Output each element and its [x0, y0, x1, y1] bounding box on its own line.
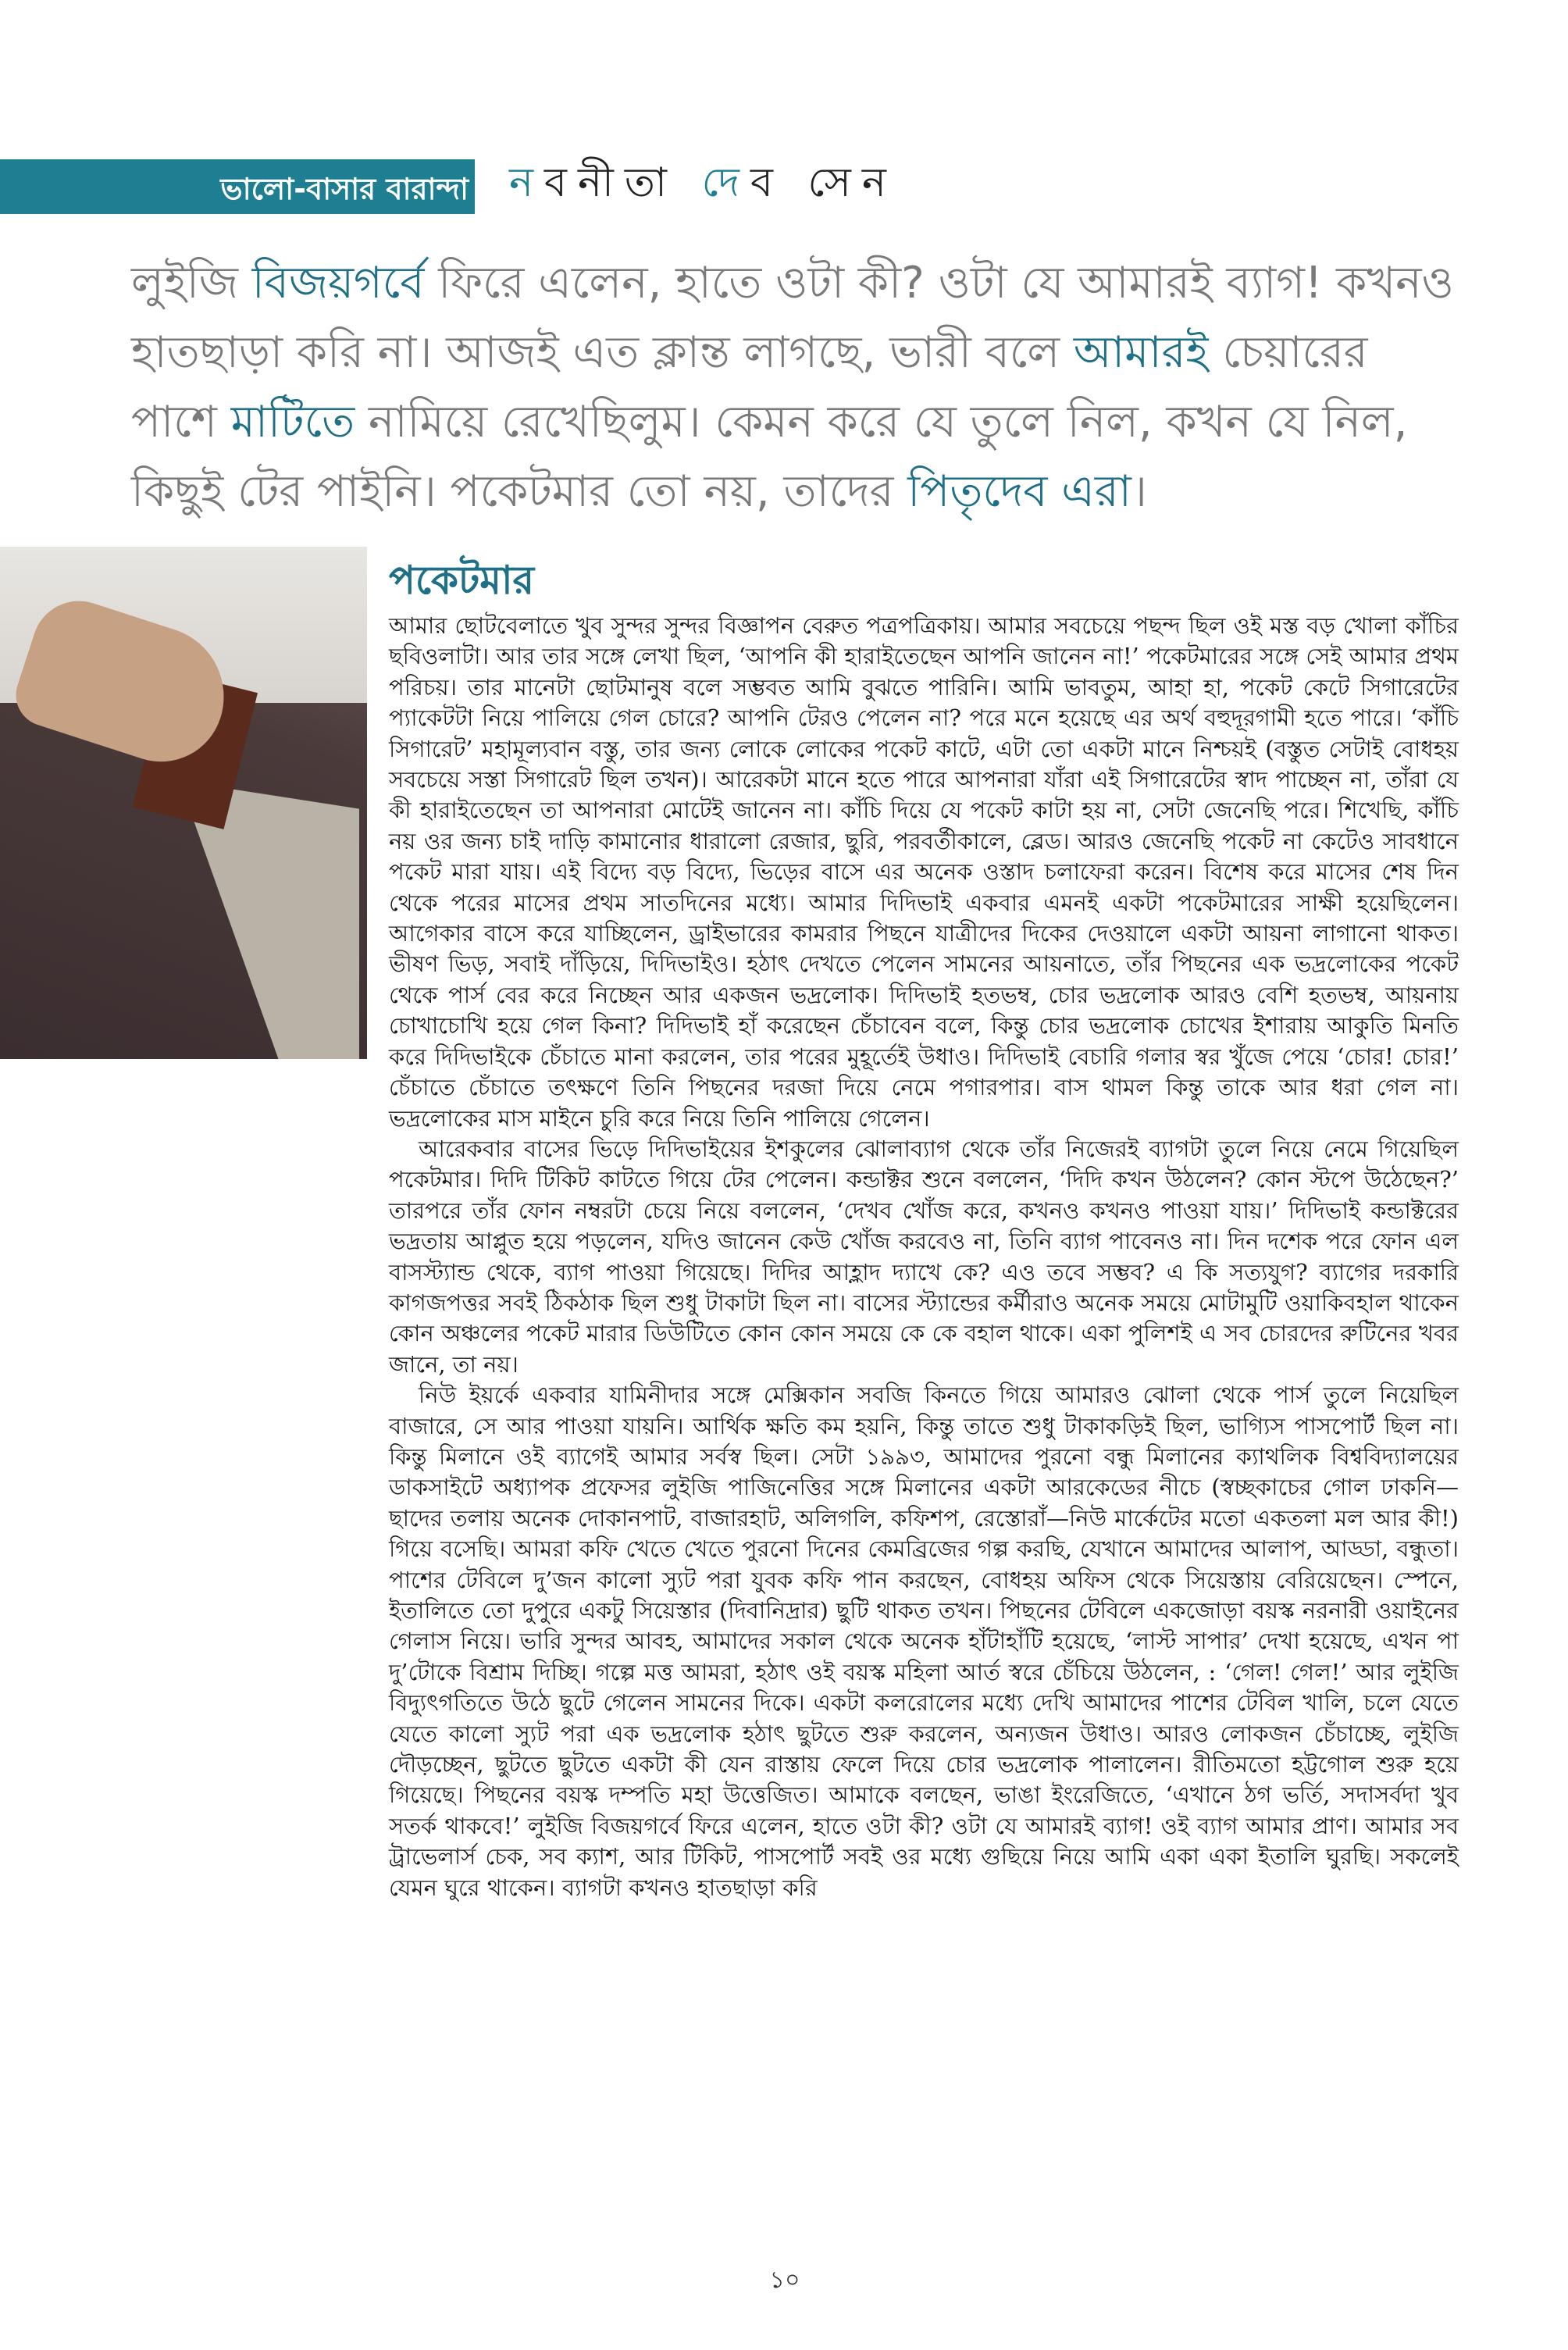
- article-title: পকেটমার: [389, 558, 535, 603]
- quote-text: ফিরে এলেন, হাতে ওটা কী? ওটা যে আমারই ব্যাগ! কখনও হাতছাড়া করি না। আজই এত ক্লান্ত লাগছে, ভারী বলে: [131, 258, 1454, 378]
- quote-highlight: পিতৃদেব এরা: [907, 466, 1131, 517]
- quote-highlight: বিজয়গর্বে: [251, 258, 425, 308]
- author-name: [509, 153, 897, 212]
- article-paragraph: আরেকবার বাসের ভিড়ে দিদিভাইয়ের ইশকুলের ঝোলাব্যাগ থেকে তাঁর নিজেরই ব্যাগটা তুলে নিয়ে নেমে গিয়েছিল পকেটমার। দিদি টিকিট কাটতে গিয়ে টের পেলেন। কন্ডাক্টর শুনে বললেন, ‘দিদি কখন উঠলেন? কোন স্টপে উঠেছেন?’ তারপরে তাঁর ফোন নম্বরটা চেয়ে নিয়ে বললেন, ‘দেখব খোঁজ করে, কখনও কখনও পাওয়া যায়।’ দিদিভাই কন্ডাক্টরের ভদ্রতায় আপ্লুত হয়ে পড়লেন, যদিও জানেন কেউ খোঁজ করবেও না, তিনি ব্যাগ পাবেনও না। দিন দশেক পরে ফোন এল বাসস্ট্যান্ড থেকে, ব্যাগ পাওয়া গিয়েছে। দিদির আহ্লাদ দ্যাখে কে? এও তবে সম্ভব? এ কি সত্যযুগ? ব্যাগের দরকারি কাগজপত্তর সবই ঠিকঠাক ছিল শুধু টাকাটা ছিল না। বাসের স্ট্যান্ডের কর্মীরাও অনেক সময়ে মোটামুটি ওয়াকিবহাল থাকেন কোন অঞ্চলের পকেট মারার ডিউটিতে কোন কোন সময়ে কে কে বহাল থাকে। একা পুলিশই এ সব চোরদের রুটিনের খবর জানে, তা নয়।: [389, 1135, 1459, 1378]
- quote-highlight: মাটিতে: [230, 397, 355, 448]
- quote-text: ।: [1131, 466, 1147, 517]
- quote-text: নামিয়ে রেখেছিলুম। কেমন করে যে তুলে নিল, কখন যে নিল, কিছুই টের পাইনি। পকেটমার তো নয়, তাদের: [131, 397, 1408, 517]
- page-number: ১০: [769, 2266, 800, 2294]
- author-initial: ন: [509, 159, 545, 206]
- author-part: বনীতা: [544, 159, 702, 206]
- pull-quote: [131, 248, 1459, 526]
- quote-text: লুইজি: [131, 258, 252, 308]
- column-name: ভালো-বাসার বারান্দা: [220, 172, 469, 206]
- article-paragraph: নিউ ইয়র্কে একবার যামিনীদার সঙ্গে মেক্সিকান সবজি কিনতে গিয়ে আমারও ঝোলা থেকে পার্স তুলে নিয়েছিল বাজারে, সে আর পাওয়া যায়নি। আর্থিক ক্ষতি কম হয়নি, কিন্তু তাতে শুধু টাকাকড়িই ছিল, ভাগ্যিস পাসপোর্ট ছিল না। কিন্তু মিলানে ওই ব্যাগেই আমার সর্বস্ব ছিল। সেটা ১৯৯৩, আমাদের পুরনো বন্ধু মিলানের ক্যাথলিক বিশ্ববিদ্যালয়ের ডাকসাইটে অধ্যাপক প্রফেসর লুইজি পাজিনেত্তির সঙ্গে মিলানের একটা আরকেডের নীচে (স্বচ্ছকাচের গোল ঢাকনি—ছাদের তলায় অনেক দোকানপাট, বাজারহাট, অলিগলি, কফিশপ, রেস্তোরাঁ—নিউ মার্কেটের মতো একতলা মল আর কী!) গিয়ে বসেছি। আমরা কফি খেতে খেতে পুরনো দিনের কেমব্রিজের গল্প করছি, যেখানে আমাদের আলাপ, আড্ডা, বন্ধুতা। পাশের টেবিলে দু’জন কালো স্যুট পরা যুবক কফি পান করছেন, বোধহয় অফিস থেকে সিয়েস্তায় বেরিয়েছেন। স্পেনে, ইতালিতে তো দুপুরে একটু সিয়েস্তার (দিবানিদ্রার) ছুটি থাকত তখন। পিছনের টেবিলে একজোড়া বয়স্ক নরনারী ওয়াইনের গেলাস নিয়ে। ভারি সুন্দর আবহ, আমাদের সকাল থেকে অনেক হাঁটাহাঁটি হয়েছে, ‘লাস্ট সাপার’ দেখা হয়েছে, এখন পা দু’টোকে বিশ্রাম দিচ্ছি। গল্পে মত্ত আমরা, হঠাৎ ওই বয়স্ক মহিলা আর্ত স্বরে চেঁচিয়ে উঠলেন, : ‘গেল! গেল!’ আর লুইজি বিদ্যুৎগতিতে উঠে ছুটে গেলেন সামনের দিকে। একটা কলরোলের মধ্যে দেখি আমাদের পাশের টেবিল খালি, চলে যেতে যেতে কালো স্যুট পরা এক ভদ্রলোক হঠাৎ ছুটতে শুরু করলেন, অন্যজন উধাও। আরও লোকজন চেঁচাচ্ছে, লুইজি দৌড়চ্ছেন, ছুটতে ছুটতে একটা কী যেন রাস্তায় ফেলে দিয়ে চোর ভদ্রলোক পালালেন। রীতিমতো হট্টগোল শুরু হয়ে গিয়েছে। পিছনের বয়স্ক দম্পতি মহা উত্তেজিত। আমাকে বলছেন, ভাঙা ইংরেজিতে, ‘এখানে ঠগ ভর্তি, সদাসর্বদা খুব সতর্ক থাকবে!’ লুইজি বিজয়গর্বে ফিরে এলেন, হাতে ওটা কী? ওটা যে আমারই ব্যাগ! ওই ব্যাগ আমার প্রাণ। আমার সব ট্রাভেলার্স চেক, সব ক্যাশ, আর টিকিট, পাসপোর্ট সবই ওর মধ্যে গুছিয়ে নিয়ে আমি একা একা ইতালি ঘুরছি। সকলেই যেমন ঘুরে থাকেন। ব্যাগটা কখনও হাতছাড়া করি: [389, 1382, 1459, 1901]
- author-surname-initial: দে: [701, 159, 750, 206]
- pickpocket-photo: [0, 547, 367, 1059]
- article-paragraph: আমার ছোটবেলাতে খুব সুন্দর সুন্দর বিজ্ঞাপন বেরুত পত্রপত্রিকায়। আমার সবচেয়ে পছন্দ ছিল ওই মস্ত বড় খোলা কাঁচির ছবিওলাটা। আর তার সঙ্গে লেখা ছিল, ‘আপনি কী হারাইতেছেন আপনি জানেন না!’ পকেটমারের সঙ্গে সেই আমার প্রথম পরিচয়। তার মানেটা ছোটমানুষ বলে সম্ভবত আমি বুঝতে পারিনি। আমি ভাবতুম, আহা হা, পকেট কেটে সিগারেটের প্যাকেটটা নিয়ে পালিয়ে গেল চোরে? আপনি টেরও পেলেন না? পরে মনে হয়েছে এর অর্থ বহুদূরগামী হতে পারে। ‘কাঁচি সিগারেট’ মহামূল্যবান বস্তু, তার জন্য লোকে লোকের পকেট কাটে, এটা তো একটা মানে নিশ্চয়ই (বস্তুত সেটাই বোধহয় সবচেয়ে সস্তা সিগারেট ছিল তখন)। আরেকটা মানে হতে পারে আপনারা যাঁরা এই সিগারেটের স্বাদ পাচ্ছেন না, তাঁরা যে কী হারাইতেছেন তা আপনারা মোটেই জানেন না। কাঁচি দিয়ে যে পকেট কাটা হয় না, সেটা জেনেছি পরে। শিখেছি, কাঁচি নয় ওর জন্য চাই দাড়ি কামানোর ধারালো রেজার, ছুরি, পরবর্তীকালে, ব্লেড। আরও জেনেছি পকেট না কেটেও সাবধানে পকেট মারা যায়। এই বিদ্যে বড় বিদ্যে, ভিড়ের বাসে এর অনেক ওস্তাদ চলাফেরা করেন। বিশেষ করে মাসের শেষ দিন থেকে পরের মাসের প্রথম সাতদিনের মধ্যে। আমার দিদিভাই একবার এমনই একটা পকেটমারের সাক্ষী হয়েছিলেন। আগেকার বাসে করে যাচ্ছিলেন, ড্রাইভারের কামরার পিছনে যাত্রীদের দিকের দেওয়ালে একটা আয়না লাগানো থাকত। ভীষণ ভিড়, সবাই দাঁড়িয়ে, দিদিভাইও। হঠাৎ দেখতে পেলেন সামনের আয়নাতে, তাঁর পিছনের এক ভদ্রলোকের পকেট থেকে পার্স বের করে নিচ্ছেন আর একজন ভদ্রলোক। দিদিভাই হতভম্ব, চোর ভদ্রলোক আরও বেশি হতভম্ব, আয়নায় চোখাচোখি হয়ে গেল কিনা? দিদিভাই হাঁ করেছেন চেঁচাবেন বলে, কিন্তু চোর ভদ্রলোক চোখের ইশারায় আকুতি মিনতি করে দিদিভাইকে চেঁচাতে মানা করলেন, তার পরের মুহূর্তেই উধাও। দিদিভাই বেচারি গলার স্বর খুঁজে পেয়ে ‘চোর! চোর!’ চেঁচাতে চেঁচাতে তৎক্ষণে তিনি পিছনের দরজা দিয়ে নেমে পগারপার। বাস থামল কিন্তু তাকে আর ধরা গেল না। ভদ্রলোকের মাস মাইনে চুরি করে নিয়ে তিনি পালিয়ে গেলেন।: [389, 612, 1459, 1132]
- quote-highlight: আমারই: [1073, 327, 1209, 378]
- author-part: ব সেন: [750, 159, 897, 206]
- article-body: [389, 611, 1459, 1903]
- quote-text: চেয়ারের পাশে: [131, 327, 1368, 448]
